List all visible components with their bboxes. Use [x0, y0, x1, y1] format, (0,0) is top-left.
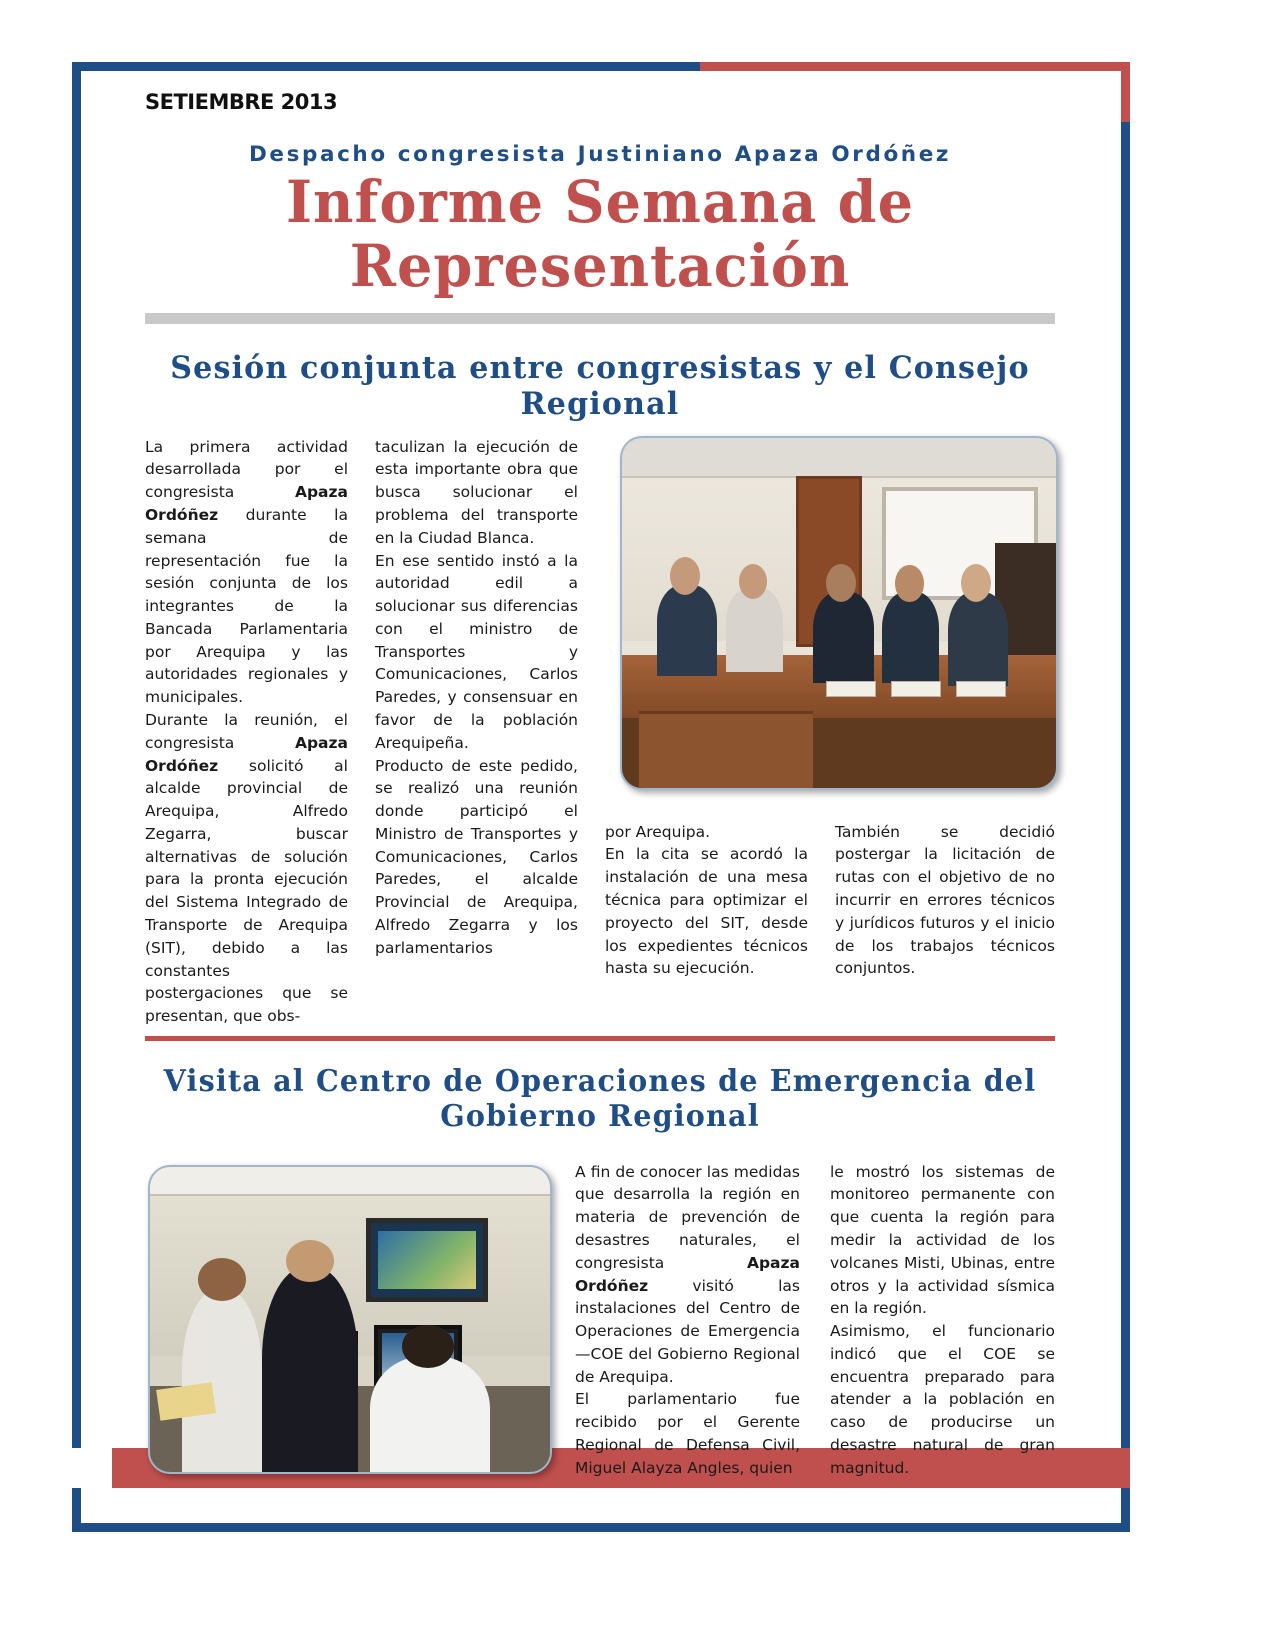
article1-column-3: por Arequipa. En la cita se acordó la instalación de una mesa técnica para optimizar el proyecto del SIT, desde los expedientes técnicos hasta su ejecución. — [605, 822, 808, 978]
article-divider — [145, 1036, 1055, 1041]
masthead-rule — [145, 313, 1055, 324]
masthead-title: Informe Semana de Representación — [286, 168, 914, 300]
issue-date: SETIEMBRE 2013 — [145, 90, 338, 114]
page-border-red-top-corner — [1121, 62, 1130, 122]
page-border-bottom-notch — [72, 1448, 112, 1488]
article1-photo — [620, 436, 1058, 790]
page-border-red-top — [700, 62, 1130, 71]
article2-photo — [148, 1165, 552, 1474]
congressman-name: Apaza Ordóñez — [575, 1253, 800, 1295]
article2-body — [120, 1147, 1080, 1507]
page-content — [120, 90, 1080, 1507]
article2-column-2: le mostró los sistemas de monitoreo permanente con que cuenta la región para medir la actividad de los volcanes Misti, Ubinas, entre otros y la actividad sísmica en la región. Asimismo, el funcionario indicó que el COE se encuentra preparado para atender a la población en caso de producirse un desastre natural de gran magnitud. — [830, 1162, 1055, 1477]
article2-headline: Visita al Centro de Operaciones de Emergencia del Gobierno Regional — [163, 1062, 1037, 1133]
article1-body — [120, 436, 1080, 1036]
office-kicker: Despacho congresista Justiniano Apaza Ordóñez — [248, 142, 952, 167]
article1-column-2: taculizan la ejecución de esta importante obra que busca solucionar el problema del transporte en la Ciudad Blanca. En ese sentido instó a la autoridad edil a solucionar sus diferencias con el ministro de Transportes y Comunicaciones, Carlos Paredes, y consensuar en favor de la población Arequipeña. Producto de este pedido, se realizó una reunión donde participó el Ministro de Transportes y Comunicaciones, Carlos Paredes, el alcalde Provincial de Arequipa, Alfredo Zegarra y los parlamentarios — [375, 437, 578, 957]
article1-headline: Sesión conjunta entre congresistas y el Consejo Regional — [170, 349, 1030, 422]
article2-column-1: A fin de conocer las medidas que desarrolla la región en materia de prevención de desastres naturales, el congresista Apaza Ordóñez visitó las instalaciones del Centro de Operaciones de Emergencia—COE del Gobierno Regional de Arequipa. El parlamentario fue recibido por el Gerente Regional de Defensa Civil, Miguel Alayza Angles, quien — [575, 1162, 800, 1477]
congressman-name: Apaza Ordóñez — [145, 733, 348, 775]
congressman-name: Apaza Ordóñez — [145, 483, 348, 524]
article1-column-4: También se decidió postergar la licitación de rutas con el objetivo de no incurrir en errores técnicos y jurídicos futuros y el inicio de los trabajos técnicos conjuntos. — [835, 822, 1055, 978]
article1-column-1: La primera actividad desarrollada por el congresista Apaza Ordóñez durante la semana de representación fue la sesión conjunta de los integrantes de la Bancada Parlamentaria por Arequipa y las autoridades regionales y municipales. Durante la reunión, el congresista Apaza Ordóñez solicitó al alcalde provincial de Arequipa, Alfredo Zegarra, buscar alternativas de solución para la pronta ejecución del Sistema Integrado de Transporte de Arequipa (SIT), debido a las constantes postergaciones que se presentan, que obs- — [145, 437, 348, 1026]
